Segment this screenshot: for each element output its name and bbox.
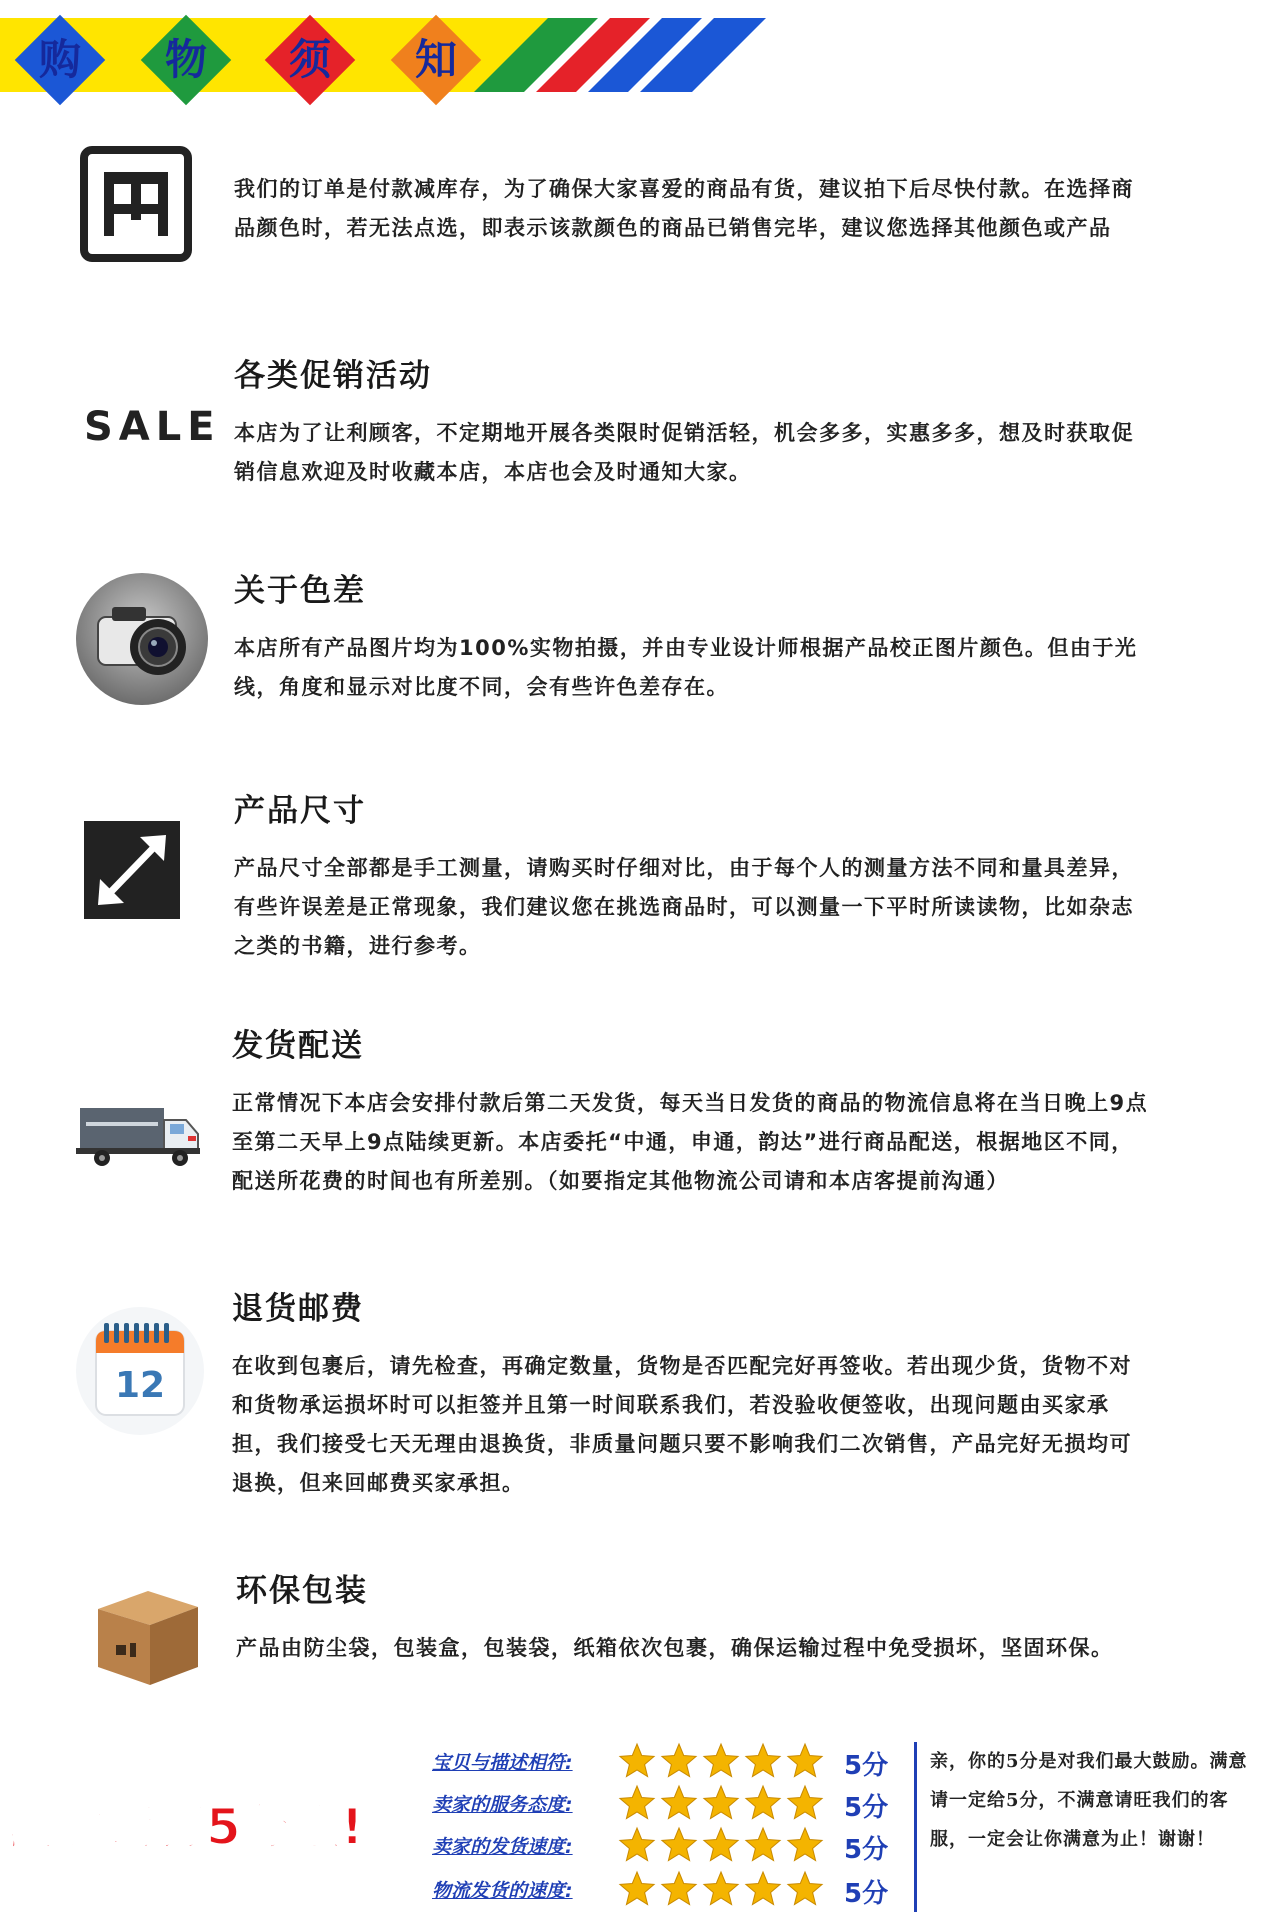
- section-body: 产品由防尘袋，包装盒，包装袋，纸箱依次包裹，确保运输过程中免受损坏，坚固环保。: [236, 1636, 1114, 1660]
- rating-note: 亲，你的5分是对我们最大鼓励。满意请一定给5分，不满意请旺我们的客服，一定会让你满意为止！谢谢！: [930, 1751, 1248, 1850]
- section-body: 在收到包裹后，请先检查，再确定数量，货物是否匹配完好再签收。若出现少货，货物不对和货物承运损坏时可以拒签并且第一时间联系我们，若没验收便签收，出现问题由买家承担，我们接受七天无理由退换货，非质量问题只要不影响我们二次销售，产品完好无损均可退换，但来回邮费买家承担。: [232, 1354, 1132, 1495]
- slogan-banner: [0, 1772, 420, 1872]
- rating-row: [432, 1870, 912, 1910]
- star-icon: [662, 1786, 696, 1819]
- section-body: 本店所有产品图片均为100%实物拍摄，并由专业设计师根据产品校正图片颜色。但由于光线，角度和显示对比度不同，会有些许色差存在。: [234, 636, 1138, 699]
- star-icon: [746, 1786, 780, 1819]
- star-icon: [788, 1744, 822, 1777]
- section-body: 产品尺寸全部都是手工测量，请购买时仔细对比，由于每个人的测量方法不同和量具差异，有些许误差是正常现象，我们建议您在挑选商品时，可以测量一下平时所读读物，比如杂志之类的书籍，进行参考。: [234, 856, 1134, 958]
- resize-arrow-icon: [84, 821, 180, 923]
- star-icon: [704, 1786, 738, 1819]
- sale-icon: SALE: [84, 404, 221, 450]
- star-icon: [620, 1828, 654, 1861]
- rating-score: 5分: [844, 1793, 889, 1823]
- rating-divider: [914, 1742, 917, 1912]
- star-icon: [620, 1872, 654, 1905]
- star-icon: [662, 1744, 696, 1777]
- section-title: 环保包装: [236, 1573, 368, 1609]
- section-title: 各类促销活动: [234, 358, 432, 394]
- star-icon: [662, 1828, 696, 1861]
- banner-char: 须: [288, 35, 331, 84]
- rating-row: [432, 1826, 912, 1866]
- star-icon: [620, 1744, 654, 1777]
- rating-stars: [617, 1870, 827, 1910]
- star-icon: [746, 1872, 780, 1905]
- rating-stars: [617, 1742, 827, 1782]
- star-icon: [704, 1744, 738, 1777]
- truck-icon: [76, 1100, 206, 1174]
- star-icon: [746, 1828, 780, 1861]
- calendar-day: 12: [114, 1365, 166, 1406]
- rating-row: [432, 1784, 912, 1824]
- banner-char: 物: [164, 35, 207, 84]
- star-icon: [746, 1744, 780, 1777]
- rating-score: 5分: [844, 1751, 889, 1781]
- banner-char: 知: [414, 35, 457, 84]
- star-icon: [788, 1872, 822, 1905]
- section-title: 产品尺寸: [234, 793, 366, 829]
- star-icon: [704, 1828, 738, 1861]
- section-title: 关于色差: [234, 573, 366, 609]
- section-title: 发货配送: [232, 1028, 364, 1064]
- calendar-icon: [74, 1305, 206, 1441]
- banner-diamond-2: [140, 14, 232, 106]
- rating-stars: [617, 1784, 827, 1824]
- section-body: 正常情况下本店会安排付款后第二天发货，每天当日发货的商品的物流信息将在当日晚上9点至第二天早上9点陆续更新。本店委托“中通，申通，韵达”进行商品配送，根据地区不同，配送所花费的时间也有所差别。（如要指定其他物流公司请和本店客提前沟通）: [232, 1091, 1149, 1193]
- rating-label: 宝贝与描述相符:: [432, 1752, 573, 1774]
- rating-label: 物流发货的速度:: [432, 1880, 573, 1902]
- rating-label: 卖家的发货速度:: [432, 1836, 573, 1858]
- header-banner: [0, 0, 1262, 110]
- box-icon: [88, 1573, 208, 1697]
- section-body: 本店为了让利顾客，不定期地开展各类限时促销活轻，机会多多，实惠多多，想及时获取促销信息欢迎及时收藏本店，本店也会及时通知大家。: [234, 421, 1134, 484]
- section-body: 我们的订单是付款减库存，为了确保大家喜爱的商品有货，建议拍下后尽快付款。在选择商品颜色时，若无法点选，即表示该款颜色的商品已销售完毕，建议您选择其他颜色或产品: [234, 177, 1134, 240]
- star-icon: [662, 1872, 696, 1905]
- banner-char: 购: [38, 35, 81, 84]
- star-icon: [788, 1828, 822, 1861]
- banner-diamond-3: [264, 14, 356, 106]
- banner-diamond-4: [390, 14, 482, 106]
- camera-icon: [74, 571, 210, 711]
- rating-stars: [617, 1826, 827, 1866]
- rating-label: 卖家的服务态度:: [432, 1794, 573, 1816]
- star-icon: [620, 1786, 654, 1819]
- rating-row: [432, 1742, 912, 1782]
- rating-score: 5分: [844, 1879, 889, 1909]
- star-icon: [704, 1872, 738, 1905]
- rating-score: 5分: [844, 1835, 889, 1865]
- star-icon: [788, 1786, 822, 1819]
- banner-diamond-1: [14, 14, 106, 106]
- shelf-icon: [80, 146, 192, 266]
- section-title: 退货邮费: [232, 1291, 364, 1327]
- slogan-text: 满意请打5分哦!: [6, 1798, 364, 1856]
